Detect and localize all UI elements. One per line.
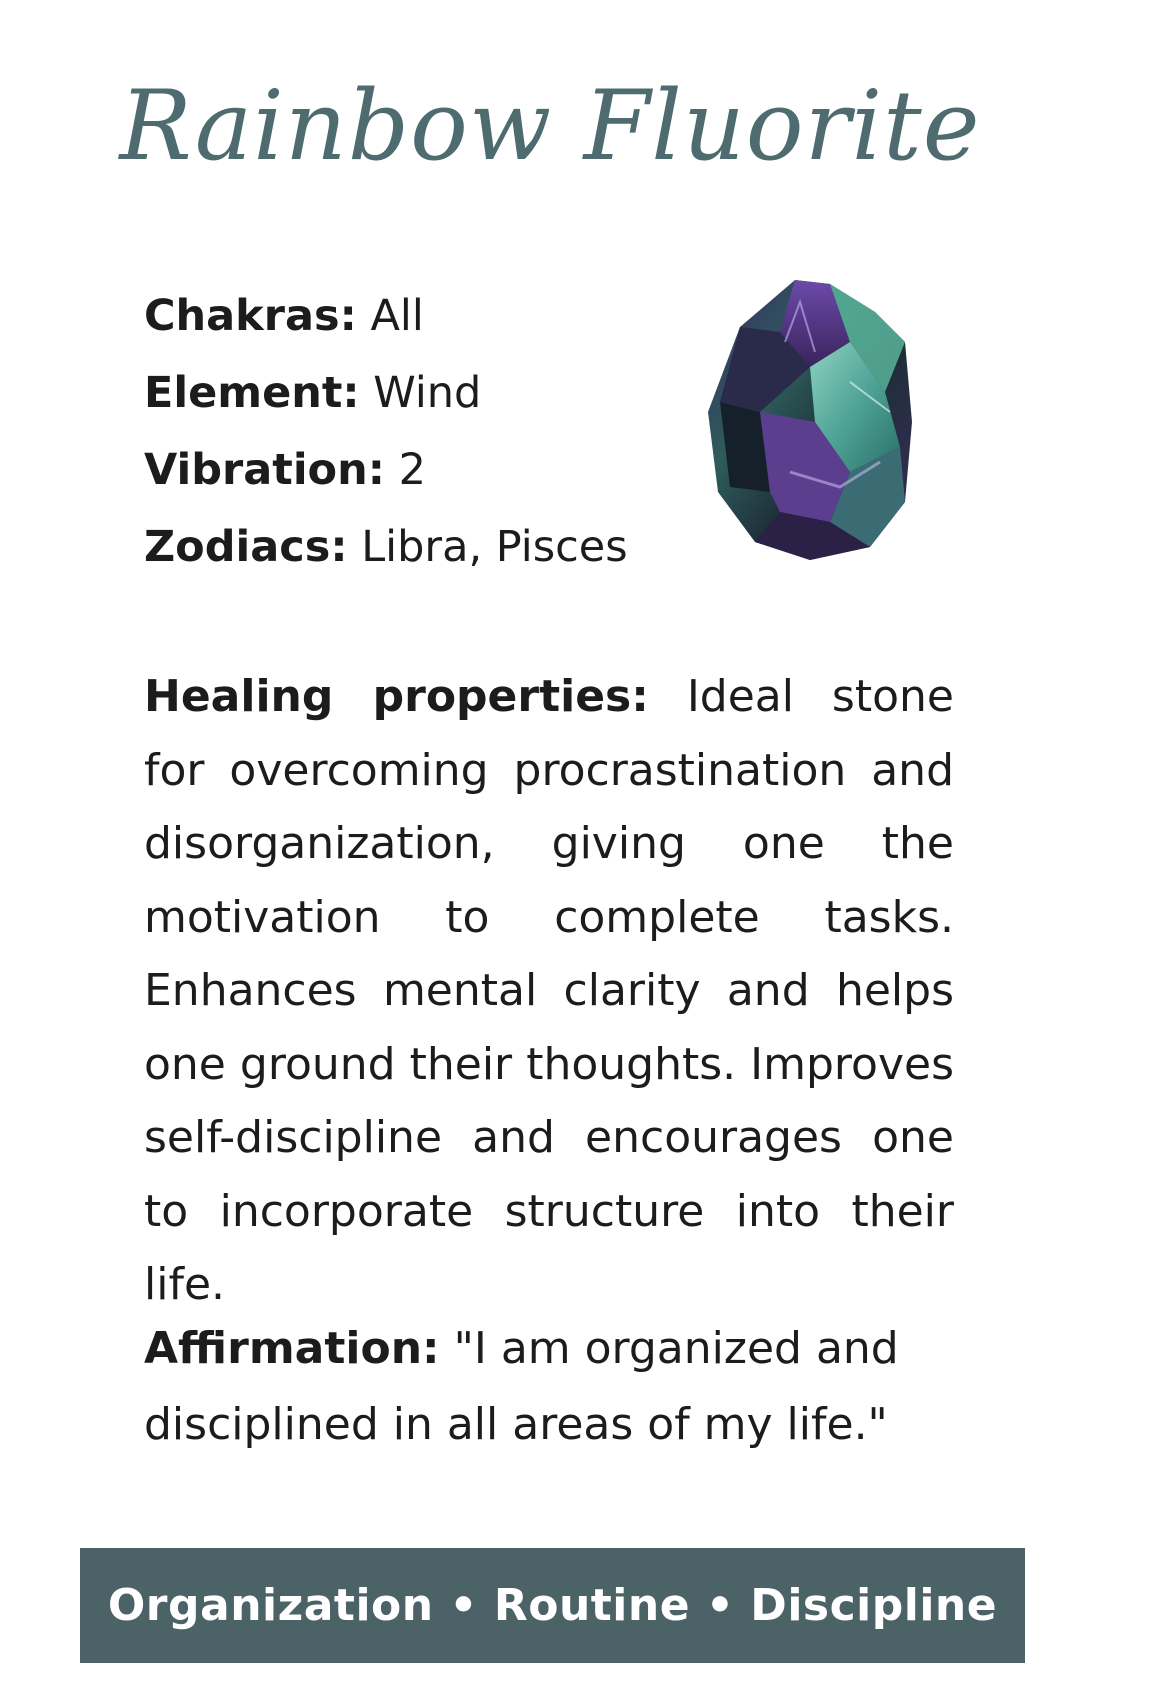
attributes-list	[144, 278, 704, 586]
keywords-banner	[80, 1548, 1025, 1663]
attr-element	[144, 355, 704, 432]
attr-zodiacs	[144, 509, 704, 586]
card-title: Rainbow Fluorite	[119, 70, 981, 182]
healing-text: Ideal stone for overcoming procrastination and disorganization, giving one the motivation to complete tasks. Enhances mental clarity and helps one ground their thoughts. Improves self-discipline and encourages one to incorporate structure into their life.	[144, 671, 954, 1310]
attr-vibration-label: Vibration:	[144, 445, 385, 495]
healing-label: Healing properties:	[144, 671, 649, 722]
fluorite-stone-image	[700, 272, 930, 562]
affirmation	[144, 1311, 964, 1463]
affirmation-text: "I am organized and disciplined in all areas of my life."	[144, 1323, 899, 1450]
attr-vibration-value: 2	[398, 445, 426, 495]
attr-chakras	[144, 278, 704, 355]
attr-chakras-label: Chakras:	[144, 291, 357, 341]
affirmation-label: Affirmation:	[144, 1323, 440, 1374]
attr-vibration	[144, 432, 704, 509]
banner-text: Organization • Routine • Discipline	[107, 1580, 998, 1631]
attr-zodiacs-label: Zodiacs:	[144, 522, 348, 572]
healing-properties	[144, 660, 954, 1322]
attr-element-label: Element:	[144, 368, 360, 418]
attr-zodiacs-value: Libra, Pisces	[361, 522, 628, 572]
attr-chakras-value: All	[370, 291, 424, 341]
attr-element-value: Wind	[373, 368, 482, 418]
